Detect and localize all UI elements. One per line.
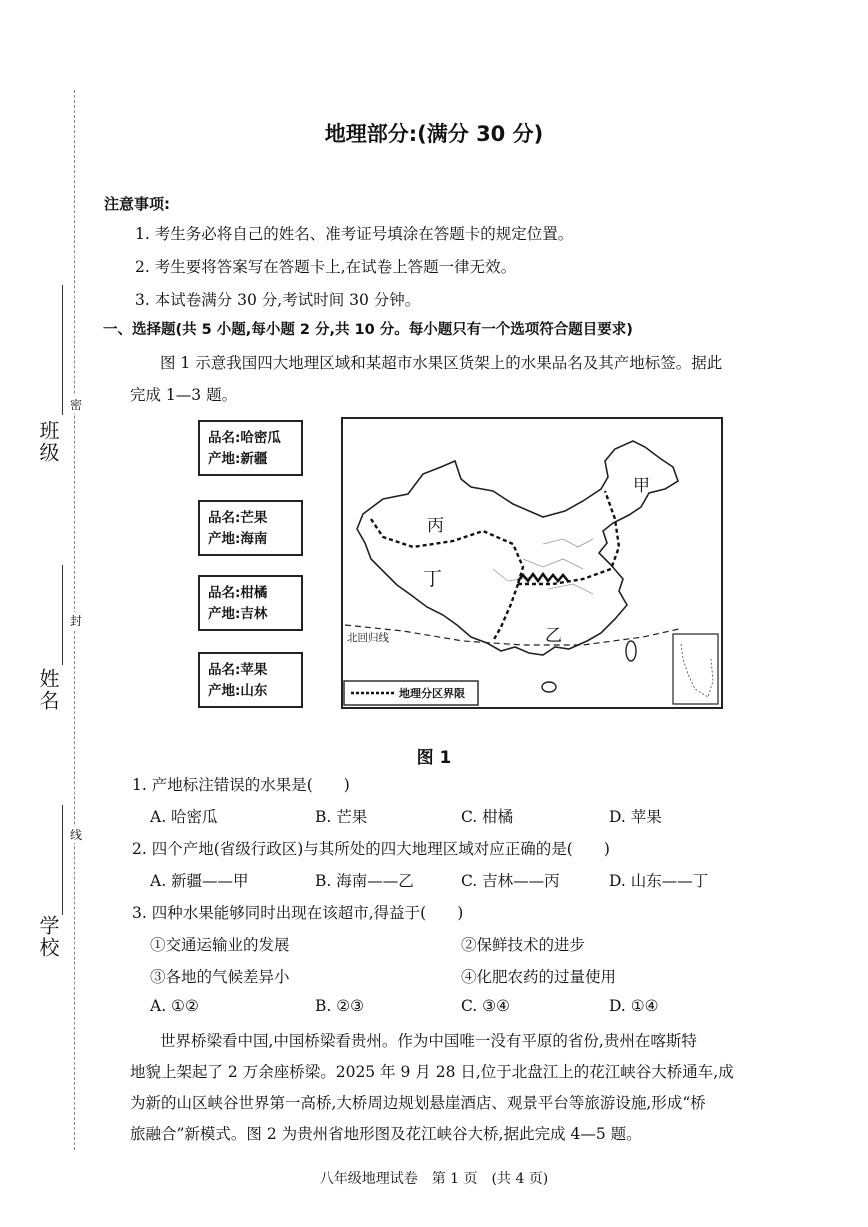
q3-statement-1: ①交通运输业的发展 [150, 936, 290, 954]
china-map-drawing [343, 419, 721, 707]
name-label: 姓名 [36, 668, 60, 712]
region-label-bing: 丙 [427, 516, 444, 536]
taiwan-island [626, 641, 636, 661]
fruit-origin: 产地:海南 [208, 531, 268, 547]
q1-option-d: D. 苹果 [609, 808, 662, 826]
hainan-island [542, 682, 556, 692]
q3-option-d: D. ①④ [609, 997, 659, 1015]
q3-statement-4: ④化肥农药的过量使用 [461, 968, 617, 986]
fruit-origin: 产地:吉林 [208, 606, 268, 622]
class-label: 班级 [36, 420, 60, 464]
q3-option-a: A. ①② [150, 997, 199, 1015]
page-footer: 八年级地理试卷 第 1 页 (共 4 页) [319, 1171, 549, 1187]
fruit-label-mango [198, 500, 303, 556]
q2-option-b: B. 海南——乙 [315, 872, 414, 890]
fruit-origin: 产地:新疆 [208, 451, 268, 467]
seal-char-mi: 密 [70, 398, 83, 412]
seal-char-xian: 线 [70, 828, 83, 842]
region-label-yi: 乙 [545, 626, 562, 646]
name-write-line [62, 565, 63, 665]
school-write-line [62, 805, 63, 915]
section-intro: 图 1 示意我国四大地理区域和某超市水果区货架上的水果品名及其产地标签。据此 [160, 354, 723, 372]
china-outline [357, 441, 678, 655]
q3-option-c: C. ③④ [461, 997, 510, 1015]
region-boundary-south [493, 584, 518, 641]
qinling-mountains [518, 574, 568, 581]
class-write-line [62, 285, 63, 415]
figure-1-label: 图 1 [416, 748, 452, 768]
passage-line: 旅融合”新模式。图 2 为贵州省地形图及花江峡谷大桥,据此完成 4—5 题。 [130, 1125, 642, 1143]
tropic-label: 北回归线 [347, 632, 389, 644]
notice-item: 2. 考生要将答案写在答题卡上,在试卷上答题一律无效。 [135, 258, 517, 276]
question-2-stem: 2. 四个产地(省级行政区)与其所处的四大地理区域对应正确的是( ) [132, 840, 610, 858]
notice-heading: 注意事项: [104, 195, 170, 213]
page-title: 地理部分:(满分 30 分) [324, 122, 544, 146]
fruit-name: 品名:苹果 [208, 662, 268, 678]
notice-item: 3. 本试卷满分 30 分,考试时间 30 分钟。 [135, 291, 421, 309]
fruit-label-hami [198, 420, 303, 476]
section-intro-cont: 完成 1—3 题。 [130, 386, 238, 404]
q3-statement-3: ③各地的气候差异小 [150, 968, 290, 986]
fruit-origin: 产地:山东 [208, 683, 268, 699]
fruit-name: 品名:芒果 [208, 510, 268, 526]
q3-statement-2: ②保鲜技术的进步 [461, 936, 586, 954]
q3-option-b: B. ②③ [315, 997, 365, 1015]
region-boundary-northeast [518, 491, 619, 584]
fruit-name: 品名:柑橘 [208, 585, 268, 601]
school-label: 学校 [36, 915, 60, 959]
region-label-ding: 丁 [423, 568, 443, 590]
province-lines [493, 539, 593, 594]
region-label-jia: 甲 [633, 476, 650, 496]
south-china-sea-inset [673, 634, 718, 704]
q1-option-c: C. 柑橘 [461, 808, 514, 826]
q1-option-b: B. 芒果 [315, 808, 368, 826]
question-3-stem: 3. 四种水果能够同时出现在该超市,得益于( ) [132, 904, 464, 922]
passage-line: 为新的山区峡谷世界第一高桥,大桥周边规划悬崖酒店、观景平台等旅游设施,形成“桥 [130, 1094, 706, 1112]
seal-char-feng: 封 [70, 614, 83, 628]
passage-line: 世界桥梁看中国,中国桥梁看贵州。作为中国唯一没有平原的省份,贵州在喀斯特 [160, 1032, 697, 1050]
question-1-stem: 1. 产地标注错误的水果是( ) [132, 776, 350, 794]
fruit-label-apple [198, 652, 303, 708]
q2-option-a: A. 新疆——甲 [150, 872, 249, 890]
q2-option-c: C. 吉林——丙 [461, 872, 560, 890]
section-heading: 一、选择题(共 5 小题,每小题 2 分,共 10 分。每小题只有一个选项符合题目要求) [103, 322, 633, 338]
fruit-name: 品名:哈密瓜 [208, 430, 281, 446]
passage-line: 地貌上架起了 2 万余座桥梁。2025 年 9 月 28 日,位于北盘江上的花江峡谷大桥通车,成 [130, 1063, 734, 1081]
fruit-label-orange [198, 575, 303, 631]
q1-option-a: A. 哈密瓜 [150, 808, 218, 826]
q2-option-d: D. 山东——丁 [609, 872, 709, 890]
legend-text: 地理分区界限 [399, 687, 465, 700]
notice-item: 1. 考生务必将自己的姓名、准考证号填涂在答题卡的规定位置。 [135, 225, 574, 243]
china-region-map [341, 417, 723, 709]
